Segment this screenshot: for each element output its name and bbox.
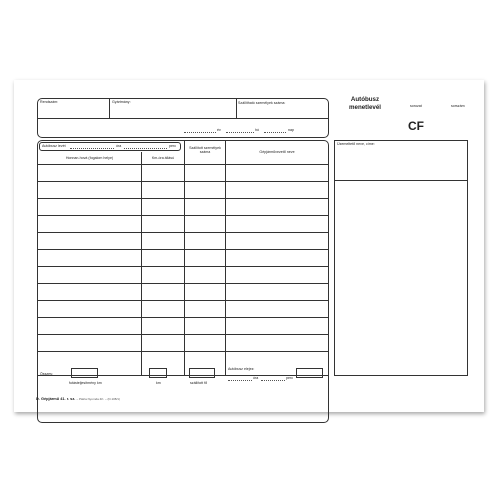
col-driver-header: Gépjárművezető neve <box>259 150 295 154</box>
departure-perc-label: perc <box>169 143 176 148</box>
printer-info: – Pátria Nyomda Zrt. – (D.108/1) <box>76 397 120 401</box>
arrival-ora-label: óra <box>253 375 259 380</box>
total-label: Összes: <box>40 372 53 376</box>
operator-label: Üzemeltető neve, címe: <box>337 142 375 146</box>
arrival-label: Autóbusz elejez: <box>228 367 255 371</box>
sorozat-label: sorozat <box>410 104 422 108</box>
total-passengers-box[interactable] <box>189 368 215 378</box>
form-sheet <box>14 80 484 412</box>
operator-box <box>334 140 468 376</box>
total-km-label: km <box>156 381 161 385</box>
gyartmany-label: Gyártmány: <box>112 100 131 104</box>
szallithato-label: Szállítható személyek száma: <box>238 101 286 105</box>
col-passengers-header: Szállított személyek száma <box>189 146 221 155</box>
sorszam-label: sorszám <box>451 104 465 108</box>
departure-ora-label: óra <box>116 143 122 148</box>
rendszam-label: Rendszám: <box>40 100 59 104</box>
form-title <box>337 96 393 112</box>
total-km-box[interactable] <box>149 368 167 378</box>
printer-code: D. Gépjármű 41. r. sz. <box>36 396 76 401</box>
col-km-header: Km-óra állású <box>151 156 175 160</box>
total-passengers-label: szállított fő <box>190 381 208 385</box>
series-code: CF <box>408 119 424 133</box>
date-nap-label: nap <box>288 127 294 132</box>
total-distance-box[interactable] <box>71 368 98 378</box>
printer-line <box>36 396 120 401</box>
col-route-header: Honnan-hová (fogalom helye) <box>65 156 114 160</box>
arrival-km-box[interactable] <box>296 368 323 378</box>
date-ev-label: év <box>217 127 221 132</box>
arrival-perc-label: perc <box>286 375 293 380</box>
date-ho-label: hó <box>255 127 259 132</box>
total-distance-label: futásteljesítmény km <box>69 381 102 385</box>
departure-label: Autóbusz levét <box>42 143 66 148</box>
form-title-line2: menetlevél <box>349 103 381 111</box>
form-title-line1: Autóbusz <box>350 96 380 103</box>
